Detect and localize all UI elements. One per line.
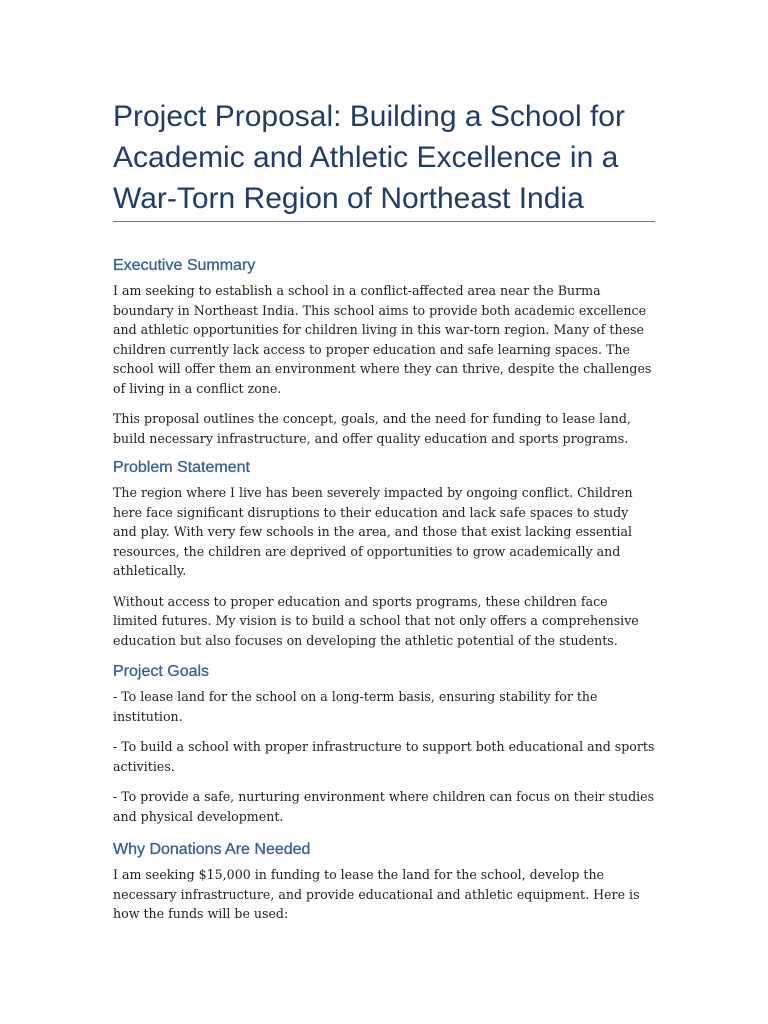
section-executive-summary bbox=[113, 255, 655, 459]
paragraph: I am seeking $15,000 in funding to lease the land for the school, develop the necessary infrastructure, and provide educational and athletic equipment. Here is how the funds will be used: bbox=[113, 867, 640, 921]
goal-item: - To lease land for the school on a long-term basis, ensuring stability for the institution. bbox=[113, 689, 598, 724]
document-title: Project Proposal: Building a School for Academic and Athletic Excellence in a War-Torn Region of Northeast India bbox=[113, 100, 625, 215]
paragraph: The region where I live has been severely impacted by ongoing conflict. Children here face significant disruptions to their education and lack safe spaces to study and play. With very few schools in the area, and those that exist lacking essential resources, the children are deprived of opportunities to grow academically and athletically. bbox=[113, 485, 633, 578]
paragraph: Without access to proper education and sports programs, these children face limited futures. My vision is to build a school that not only offers a comprehensive education but also focuses on developing the athletic potential of the students. bbox=[113, 593, 639, 648]
section-heading: Executive Summary bbox=[113, 257, 256, 274]
goal-item: - To build a school with proper infrastructure to support both educational and sports activities. bbox=[113, 739, 655, 774]
section-heading: Problem Statement bbox=[113, 459, 250, 476]
section-problem-statement bbox=[113, 457, 655, 661]
paragraph: I am seeking to establish a school in a conflict-affected area near the Burma boundary in Northeast India. This school aims to provide both academic excellence and athletic opportunities for children living in this war-torn region. Many of these children currently lack access to proper education and safe learning spaces. The school will offer them an environment where they can thrive, despite the challenges of living in a conflict zone. bbox=[113, 283, 652, 396]
section-heading: Project Goals bbox=[113, 663, 210, 680]
goal-item: - To provide a safe, nurturing environment where children can focus on their studies and physical development. bbox=[113, 789, 655, 824]
paragraph: This proposal outlines the concept, goals, and the need for funding to lease land, build necessary infrastructure, and offer quality education and sports programs. bbox=[113, 411, 631, 446]
title-divider bbox=[113, 221, 655, 222]
section-project-goals bbox=[113, 661, 655, 837]
section-why-donations bbox=[113, 839, 655, 935]
section-heading: Why Donations Are Needed bbox=[113, 841, 311, 858]
